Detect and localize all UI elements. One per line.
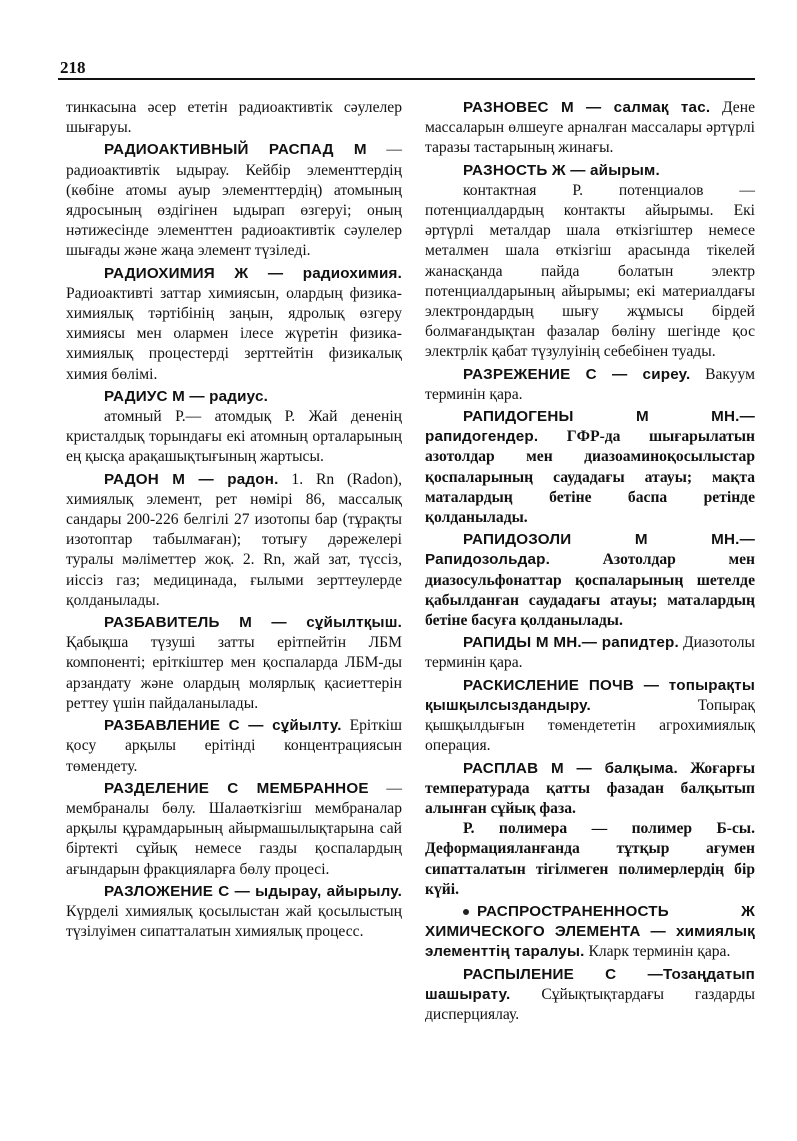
entry-paragraph (425, 965, 755, 1026)
entry-definition: Еріткіш қосу арқылы ерітінді концентрациясын төмендету. (66, 717, 402, 775)
entry-definition: Радиоактивті заттар химиясын, олардың физика-химиялық тәртібінің заңын, ядролық өзгеру химиясы мен олармен ілесе жүретін физика-химиялық процестерді зерттейтін физикалық химия бөлімі. (66, 284, 402, 383)
entry-definition: Жоғарғы температурада қатты фазадан балқытып алынған сұйық фаза. (425, 759, 755, 817)
entry-paragraph (425, 181, 755, 363)
entry-headword: РАПИДОЗОЛИ М МН.— Рапидозольдар. (425, 531, 755, 569)
dictionary-entry (66, 882, 402, 943)
entry-paragraph (66, 613, 402, 714)
dictionary-entry (66, 613, 402, 714)
entry-headword: РАПИДЫ М МН.— рапидтер. (463, 634, 679, 652)
dictionary-entry (66, 140, 402, 261)
dictionary-entry (66, 264, 402, 385)
entry-paragraph (425, 819, 755, 900)
entry-paragraph (66, 779, 402, 880)
dictionary-entry (425, 161, 755, 363)
entry-paragraph (425, 365, 755, 405)
entry-subsense: Р. полимера — полимер Б-сы. Деформацияланғанда тұтқыр ағумен сипатталатын тігілмеген полимерлердің бір күйі. (425, 820, 755, 898)
dictionary-entry (425, 902, 755, 963)
entry-definition: Топырақ қышқылдығын төмендететін агрохимиялық операция. (425, 696, 755, 755)
entry-headword: РАЗНОВЕС М — салмақ тас. (463, 99, 711, 116)
header-rule (58, 78, 755, 80)
entry-paragraph (425, 530, 755, 631)
entry-headword: РАСКИСЛЕНИЕ ПОЧВ — топырақты қышқылсыздандыру. (425, 676, 755, 714)
entry-definition: Сұйықтықтардағы газдарды дисперциялау. (425, 985, 755, 1023)
right-column (425, 98, 755, 1025)
entry-definition: ГФР-да шығарылатын азотолдар мен диазоаминоқосылыстар қоспаларының саудадағы атауы; мақта маталардың бетіне баспа ретінде қолданылады. (425, 428, 755, 527)
entry-definition: Диазотолы терминін қара. (425, 634, 755, 672)
entry-paragraph (425, 902, 755, 963)
dictionary-entry (66, 98, 402, 138)
entry-definition: Дене массаларын өлшеуге арналған массалары әртүрлі таразы тастарының жинағы. (425, 99, 755, 157)
dictionary-entry (425, 98, 755, 159)
entry-headword: РАЗЛОЖЕНИЕ С — ыдырау, айырылу. (104, 882, 402, 900)
entry-paragraph (66, 387, 402, 407)
dictionary-entry (425, 530, 755, 631)
entry-headword: РАСПРОСТРАНЕННОСТЬ Ж ХИМИЧЕСКОГО ЭЛЕМЕНТА — химиялық элементтің таралуы. (425, 902, 755, 961)
dictionary-entry (66, 716, 402, 777)
entry-paragraph (66, 264, 402, 385)
entry-headword: РАСПЫЛЕНИЕ С —Тозаңдатып шашырату. (425, 965, 755, 1003)
entry-headword: РАПИДОГЕНЫ М МН.— рапидогендер. (425, 408, 755, 446)
dictionary-entry (425, 759, 755, 900)
entry-paragraph (66, 140, 402, 261)
dictionary-entry (66, 779, 402, 880)
entry-definition: контактная Р. потенциалов — потенциалдардың контакты айырымы. Екі әртүрлі металдар шала өткізгіштер немесе металмен шала өткізгіш арасында тікелей жанасқанда пайда болатын электр потенциалдарының айырымы; екі материалдағы электрондардың шығу жұмысы бірдей болмағандықтан фазалар бөлiну шегінде қос электрлік қабат түзулуінің себебінен туады. (425, 181, 755, 361)
entry-paragraph (425, 633, 755, 673)
bullet-dot-icon (463, 909, 469, 915)
page-number: 218 (60, 58, 86, 77)
entry-paragraph (425, 759, 755, 820)
entry-headword: РАДИУС М — радиус. (104, 387, 269, 405)
entry-definition: Вакуум терминін қара. (425, 365, 755, 403)
entry-headword: РАЗДЕЛЕНИЕ С МЕМБРАННОЕ (104, 779, 369, 797)
dictionary-entry (66, 470, 402, 611)
entry-paragraph (425, 161, 755, 181)
entry-paragraph (66, 716, 402, 777)
entry-continuation: тинкасына әсер ететін радиоактивтік сәулелер шығаруы. (66, 99, 402, 137)
dictionary-entry (66, 387, 402, 468)
entry-definition: Қабықша түзуші затты ерітпейтін ЛБМ компоненті; еріткіштер мен қоспаларда ЛБМ-ды арзандату және олардың молярлық қасиеттерін реттеу үшін пайдаланылады. (66, 634, 402, 712)
entry-definition: 1. Rn (Radon), химиялық элемент, рет нөмірі 86, массалық сандары 200-226 белгілі 27 изотопы бар (тұрақты изотоптар табылмаған); тотығу дәрежелері туралы мәліметтер жоқ. 2. Rn, жай зат, түссіз, иіссіз газ; медицинада, ғылыми зерттеулерде қолданылады. (66, 470, 402, 609)
entry-definition: атомный Р.— атомдық Р. Жай дененің кристалдық торындағы екі атомның орталарының ең қысқа арақашықтығының жартысы. (66, 408, 402, 466)
entry-paragraph (66, 407, 402, 468)
entry-definition: — радиоактивтік ыдырау. Кейбір элементтердің (көбіне атомы ауыр элементтердің) атомының ядросының өздігінен ыдырап өзгеруі; оның нәтижесінде элементтен радиоактивтік сәулелер шығады және жаңа элемент түзіледі. (66, 141, 402, 260)
entry-headword: РАЗРЕЖЕНИЕ С — сиреу. (463, 365, 691, 383)
entry-headword: РАЗБАВЛЕНИЕ С — сұйылту. (104, 717, 342, 735)
entry-paragraph (66, 882, 402, 943)
entry-headword: РАДИОХИМИЯ Ж — радиохимия. (104, 264, 402, 282)
entry-definition: Кларк терминін қара. (588, 943, 731, 961)
dictionary-entry (425, 407, 755, 528)
dictionary-entry (425, 633, 755, 673)
entry-headword: РАСПЛАВ М — балқыма. (463, 759, 678, 777)
entry-headword: РАДИОАКТИВНЫЙ РАСПАД М (104, 141, 367, 159)
dictionary-entry (425, 965, 755, 1026)
dictionary-entry (425, 365, 755, 405)
entry-definition: Күрделі химиялық қосылыстан жай қосылыстың түзілуімен сипатталатын химиялық процесс. (66, 902, 402, 941)
entry-definition: — мембраналы бөлу. Шалаөткізгіш мембраналар арқылы құрамдарының айырмашылықтарына сай біртекті сұйық немесе газды қоспалардың ағындарын фракцияларға бөлу процесі. (66, 779, 402, 878)
left-column (66, 98, 402, 942)
dictionary-entry (425, 676, 755, 757)
entry-headword: РАЗНОСТЬ Ж — айырым. (463, 161, 660, 179)
entry-paragraph (425, 676, 755, 757)
entry-headword: РАЗБАВИТЕЛЬ М — сұйылтқыш. (104, 614, 402, 632)
entry-paragraph (425, 98, 755, 159)
entry-headword: РАДОН М — радон. (104, 470, 279, 488)
entry-paragraph (425, 407, 755, 528)
entry-paragraph (66, 470, 402, 611)
entry-definition: Азотолдар мен диазосульфонаттар қоспаларының шетелде қабылданған саудадағы атауы; маталардың бетіне басуға қолданылады. (425, 551, 755, 630)
